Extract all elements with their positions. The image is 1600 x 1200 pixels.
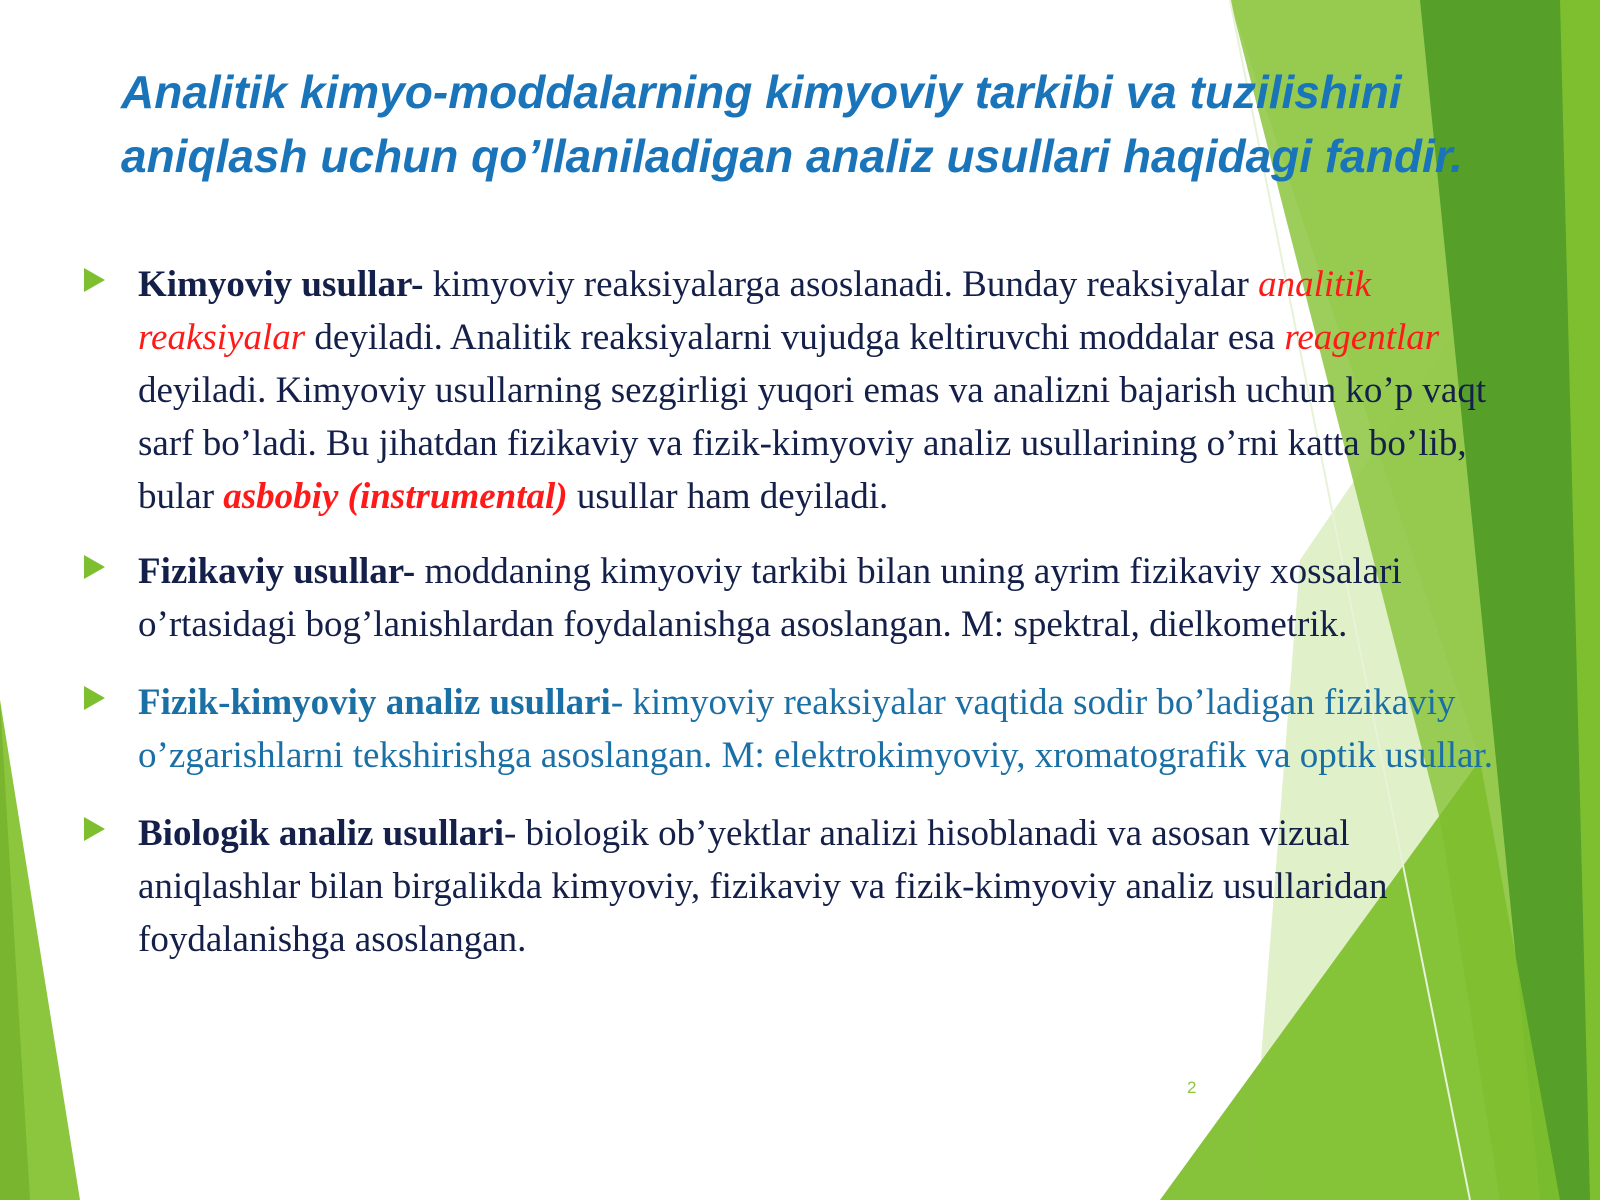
highlight-analitik-reaksiyalar: analitik reaksiyalar xyxy=(138,264,1372,358)
triangle-bullet-icon xyxy=(84,817,105,841)
bullet-text: - kimyoviy reaksiyalar vaqtida sodir bo’ladigan fizikaviy o’zgarishlarni tekshirishga asoslangan. M: elektrokimyoviy, xromatografik va optik usullar. xyxy=(138,682,1493,776)
triangle-bullet-icon xyxy=(84,555,105,579)
bullet-text: usullar ham deyiladi. xyxy=(567,476,889,517)
bullet-term: Biologik analiz usullari xyxy=(138,813,504,854)
bullet-term-separator: - xyxy=(411,264,424,305)
bullet-text: moddaning kimyoviy tarkibi bilan uning ayrim fizikaviy xossalari o’rtasidagi bog’lanishlardan foydalanishga asoslangan. M: spektral, dielkometrik. xyxy=(138,551,1402,645)
bullet-text: deyiladi. Analitik reaksiyalarni vujudga keltiruvchi moddalar esa xyxy=(305,317,1285,358)
page-number: 2 xyxy=(1187,1078,1197,1097)
bullet-text: - biologik ob’yektlar analizi hisoblanadi va asosan vizual aniqlashlar bilan birgalikda kimyoviy, fizikaviy va fizik-kimyoviy analiz usullaridan foydalanishga asoslangan. xyxy=(138,813,1388,960)
bullet-kimyoviy-usullar xyxy=(80,258,1520,523)
highlight-asbobiy: asbobiy (instrumental) xyxy=(223,476,568,517)
highlight-reagentlar: reagentlar xyxy=(1284,317,1440,358)
slide-title: Analitik kimyo-moddalarning kimyoviy tarkibi va tuzilishini aniqlash uchun qo’llaniladigan analiz usullari haqidagi fandir. xyxy=(121,66,1463,182)
triangle-bullet-icon xyxy=(84,268,105,292)
bullet-fizik-kimyoviy-usullar xyxy=(80,676,1520,782)
triangle-bullet-icon xyxy=(84,686,105,710)
bullet-list xyxy=(80,258,1520,966)
bullet-text: kimyoviy reaksiyalarga asoslanadi. Bunday reaksiyalar xyxy=(423,264,1259,305)
bullet-term: Kimyoviy usullar xyxy=(138,264,412,305)
bullet-text: deyiladi. Kimyoviy usullarning sezgirligi yuqori emas va analizni bajarish uchun ko’p vaqt sarf bo’ladi. Bu jihatdan fizikaviy va fizik-kimyoviy analiz usullarining o’rni katta bo’lib, bular xyxy=(138,370,1487,517)
bullet-term: Fizikaviy usullar- xyxy=(138,551,416,592)
bullet-term: Fizik-kimyoviy analiz usullari xyxy=(138,682,611,723)
bullet-fizikaviy-usullar xyxy=(80,545,1520,651)
bullet-biologik-usullar xyxy=(80,807,1520,966)
